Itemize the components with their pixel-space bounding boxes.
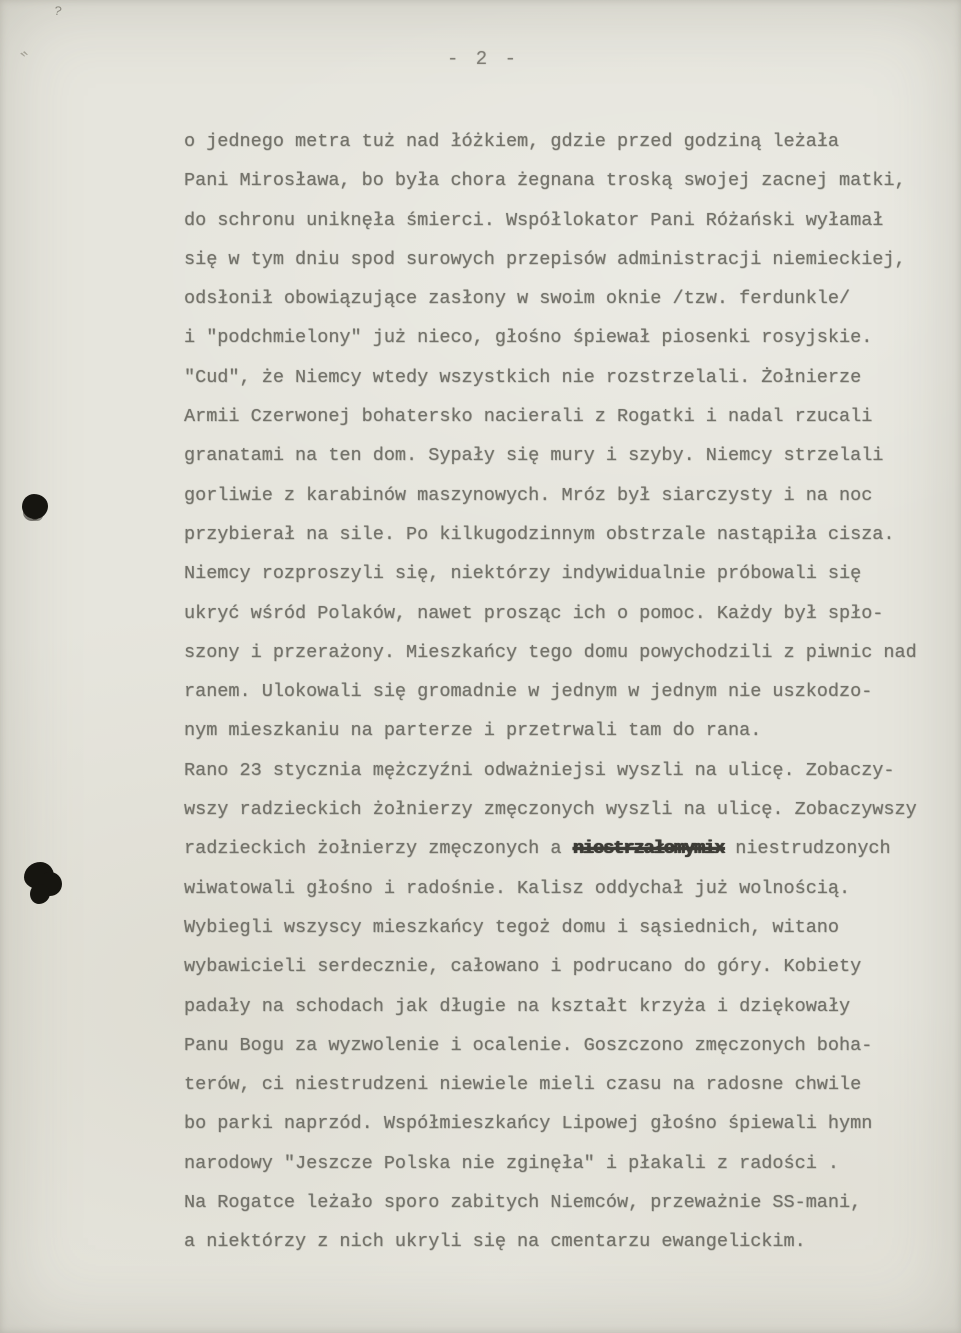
text-line: Wybiegli wszyscy mieszkańcy tegoż domu i sąsiednich, witano: [184, 916, 840, 938]
text-line: przybierał na sile. Po kilkugodzinnym obstrzale nastąpiła cisza.: [184, 523, 895, 545]
text-line: narodowy "Jeszcze Polska nie zginęła" i płakali z radości .: [184, 1152, 840, 1174]
text-line: do schronu uniknęła śmierci. Współlokator Pani Różański wyłamał: [184, 209, 884, 231]
paper-smudge: ‟: [18, 48, 35, 69]
text-line: Armii Czerwonej bohatersko nacierali z Rogatki i nadal rzucali: [184, 406, 873, 428]
text-segment: radzieckich żołnierzy zmęczonych a: [184, 838, 573, 860]
text-line: bo parki naprzód. Współmieszkańcy Lipowej głośno śpiewali hymn: [184, 1113, 873, 1135]
text-line-with-strikethrough: [184, 829, 932, 868]
text-line: Na Rogatce leżało sporo zabitych Niemców, przeważnie SS-mani,: [184, 1192, 862, 1214]
text-line: ukryć wśród Polaków, nawet prosząc ich o pomoc. Każdy był spło-: [184, 602, 884, 624]
text-line: się w tym dniu spod surowych przepisów administracji niemieckiej,: [184, 248, 906, 270]
text-line: wiwatowali głośno i radośnie. Kalisz oddychał już wolnością.: [184, 877, 851, 899]
text-line: nym mieszkaniu na parterze i przetrwali tam do rana.: [184, 720, 762, 742]
body-text: [184, 122, 932, 1262]
text-line: wybawicieli serdecznie, całowano i podrucano do góry. Kobiety: [184, 956, 862, 978]
text-line: "Cud", że Niemcy wtedy wszystkich nie rozstrzelali. Żołnierze: [184, 366, 862, 388]
ink-blot: [30, 884, 50, 904]
text-line: i "podchmielony" już nieco, głośno śpiewał piosenki rosyjskie.: [184, 327, 873, 349]
text-line: o jednego metra tuż nad łóżkiem, gdzie przed godziną leżała: [184, 131, 840, 152]
text-segment: niestrudzonych: [724, 838, 891, 860]
paper-speck: ?: [52, 3, 64, 20]
text-line: gorliwie z karabinów maszynowych. Mróz był siarczysty i na noc: [184, 484, 873, 506]
text-line: wszy radzieckich żołnierzy zmęczonych wyszli na ulicę. Zobaczywszy: [184, 799, 917, 821]
text-line: terów, ci niestrudzeni niewiele mieli czasu na radosne chwile: [184, 1074, 862, 1096]
text-line: granatami na ten dom. Sypały się mury i szyby. Niemcy strzelali: [184, 445, 884, 467]
text-line: szony i przerażony. Mieszkańcy tego domu powychodzili z piwnic nad: [184, 641, 917, 663]
text-line: ranem. Ulokowali się gromadnie w jednym w jednym nie uszkodzo-: [184, 681, 873, 703]
text-line: a niektórzy z nich ukryli się na cmentarzu ewangelickim.: [184, 1231, 806, 1253]
ink-blot: [22, 494, 48, 519]
text-line: Panu Bogu za wyzwolenie i ocalenie. Goszczono zmęczonych boha-: [184, 1034, 873, 1056]
overtyped-struck-word: niestrzałomymix: [572, 838, 725, 860]
text-line: Pani Mirosława, bo była chora żegnana troską swojej zacnej matki,: [184, 170, 906, 192]
text-line: padały na schodach jak długie na kształt krzyża i dziękowały: [184, 995, 851, 1017]
text-line: odsłonił obowiązujące zasłony w swoim oknie /tzw. ferdunkle/: [184, 288, 851, 310]
page-number: - 2 -: [446, 48, 519, 70]
text-line: Rano 23 stycznia mężczyźni odważniejsi wyszli na ulicę. Zobaczy-: [184, 759, 895, 781]
text-line: Niemcy rozproszyli się, niektórzy indywidualnie próbowali się: [184, 563, 862, 585]
